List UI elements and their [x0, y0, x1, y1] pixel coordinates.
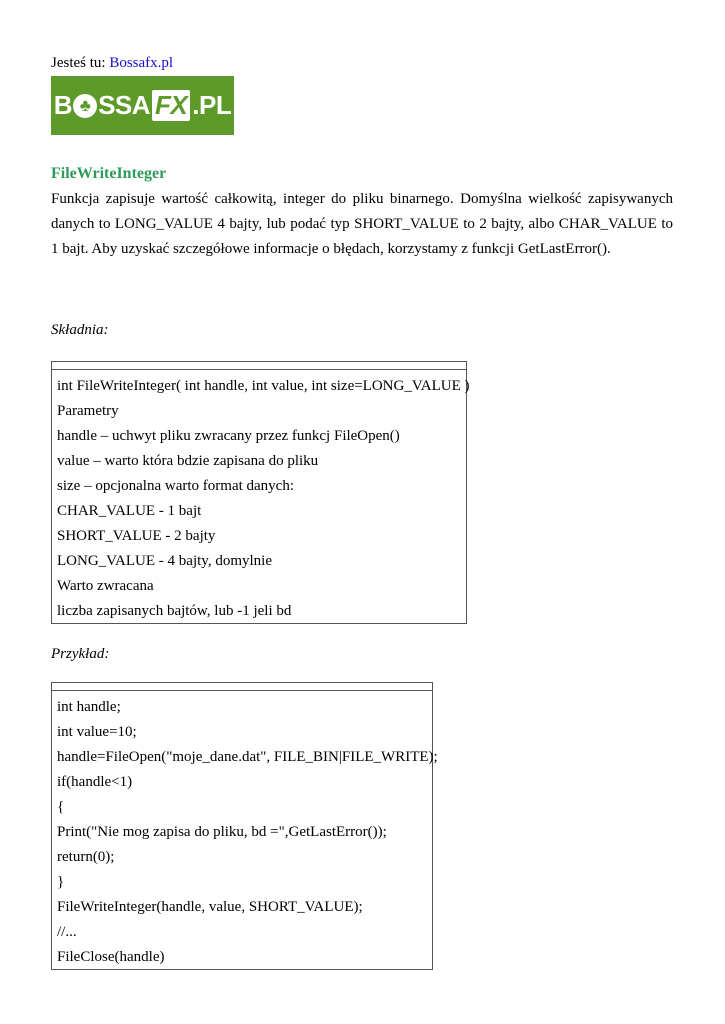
example-line: //... [57, 924, 77, 940]
clover-icon: ♣ [73, 94, 97, 118]
example-box [51, 682, 438, 970]
example-line: } [57, 874, 65, 890]
logo-letter-b: B [53, 90, 73, 120]
example-line: handle=FileOpen("moje_dane.dat", FILE_BIN|FILE_WRITE); [57, 749, 438, 765]
example-line: FileClose(handle) [57, 949, 165, 965]
syntax-line: CHAR_VALUE - 1 bajt [57, 503, 202, 519]
syntax-line: int FileWriteInteger( int handle, int value, int size=LONG_VALUE ) [57, 378, 470, 394]
syntax-box [51, 361, 470, 624]
syntax-line: SHORT_VALUE - 2 bajty [57, 528, 216, 544]
syntax-line: liczba zapisanych bajtów, lub -1 jeli bd [57, 603, 292, 619]
example-line: FileWriteInteger(handle, value, SHORT_VALUE); [57, 899, 363, 915]
example-line: if(handle<1) [57, 774, 133, 790]
example-line: Print("Nie mog zapisa do pliku, bd =",GetLastError()); [57, 824, 387, 840]
example-line: int value=10; [57, 724, 137, 740]
syntax-line: LONG_VALUE - 4 bajty, domylnie [57, 553, 272, 569]
logo-text-pl: .PL [192, 90, 232, 120]
logo-text-fx: FX [152, 90, 190, 121]
breadcrumb-prefix: Jesteś tu: [51, 55, 106, 71]
breadcrumb [51, 54, 173, 72]
example-line: return(0); [57, 849, 115, 865]
syntax-line: handle – uchwyt pliku zwracany przez funkcj FileOpen() [57, 428, 400, 444]
syntax-label: Składnia: [51, 322, 109, 338]
syntax-line: Warto zwracana [57, 578, 154, 594]
syntax-line: size – opcjonalna warto format danych: [57, 478, 294, 494]
syntax-line: Parametry [57, 403, 119, 419]
breadcrumb-link[interactable]: Bossafx.pl [109, 55, 174, 71]
example-line: { [57, 799, 65, 815]
syntax-line: value – warto która bdzie zapisana do pliku [57, 453, 319, 469]
logo-text-ssa: SSA [98, 90, 151, 120]
page-title: FileWriteInteger [51, 165, 167, 182]
example-label: Przykład: [51, 646, 110, 662]
example-line: int handle; [57, 699, 121, 715]
function-description: Funkcja zapisuje wartość całkowitą, integer do pliku binarnego. Domyślna wielkość zapisywanych danych to LONG_VALUE 4 bajty, lub podać typ SHORT_VALUE to 2 bajty, albo CHAR_VALUE to 1 bajt. Aby uzyskać szczegółowe informacje o błędach, korzystamy z funkcji GetLastError(). [51, 191, 673, 257]
bossafx-logo[interactable] [51, 76, 234, 135]
